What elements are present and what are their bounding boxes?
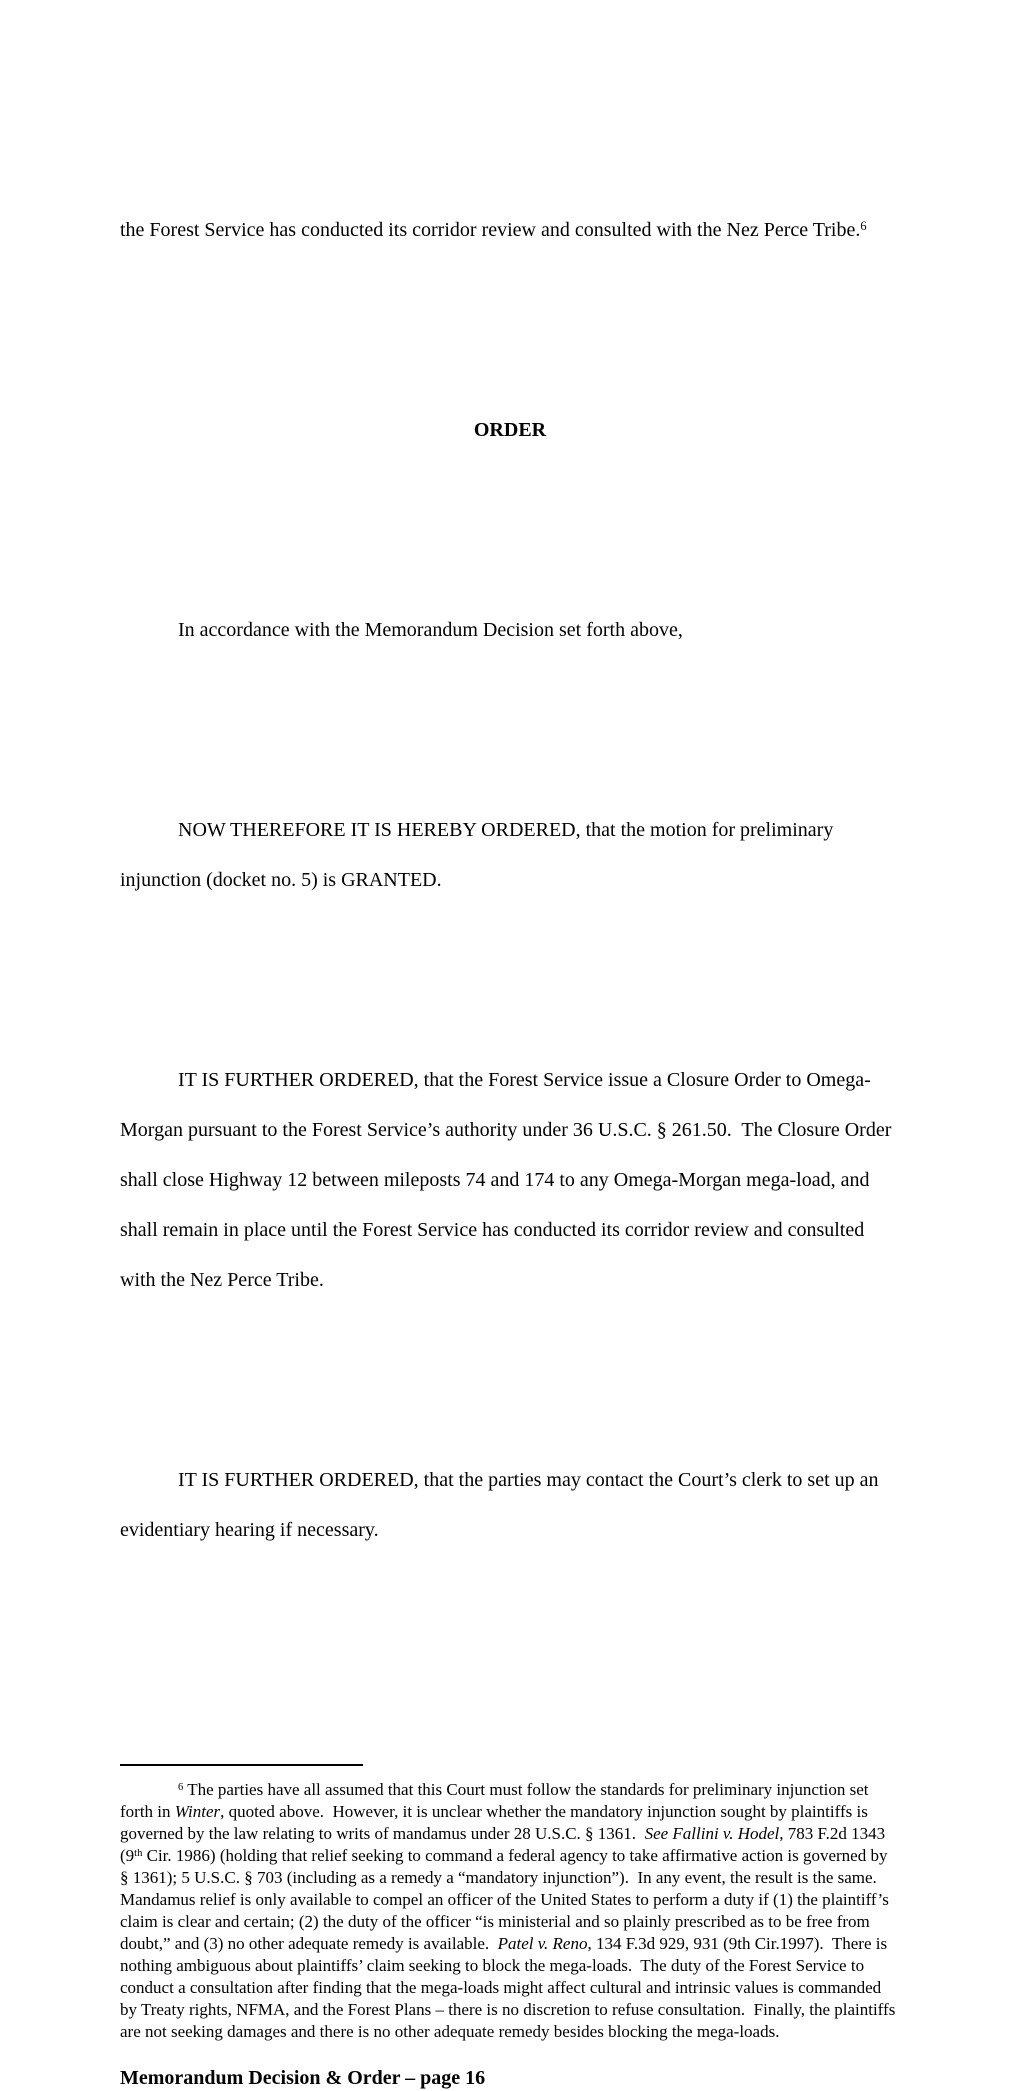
body-paragraph-closure-order [120,1055,900,1305]
text-run: NOW THEREFORE IT IS HEREBY ORDERED, that the motion for preliminary injunction (docket no. 5) is GRANTED. [120,819,839,891]
page-footer: Memorandum Decision & Order – page 16 [120,2067,486,2089]
superscript-reference: th [134,1848,143,1860]
text-run: In accordance with the Memorandum Decision set forth above, [178,619,683,641]
order-heading: ORDER [473,419,547,441]
text-run: the Forest Service has conducted its corridor review and consulted with the Nez Perce Tribe. [120,219,861,241]
text-run: IT IS FURTHER ORDERED, that the parties may contact the Court’s clerk to set up an evidentiary hearing if necessary. [120,1469,884,1541]
order-section [120,0,900,1655]
text-run: , 134 F.3d 929, 931 (9th Cir.1997). There is nothing ambiguous about plaintiffs’ claim seeking to block the mega-loads. The duty of the Forest Service to conduct a consultation after finding that the mega-loads might affect cultural and intrinsic values is commanded by Treaty rights, NFMA, and the Forest Plans – there is no discretion to refuse consultation. Finally, the plaintiffs are not seeking damages and there is no other adequate remedy besides blocking the mega-loads. [120,1934,900,2041]
superscript-reference: 6 [178,1782,184,1794]
text-run: , quoted above. However, it is unclear whether the mandatory injunction sought by plaintiffs is governed by the law relating to writs of mandamus under 28 U.S.C. § 1361. [120,1802,873,1843]
text-run: , 783 F.2d 1343 (9 [120,1824,890,1865]
superscript-reference: 6 [860,219,867,234]
body-paragraph-in-accordance [120,605,900,655]
text-run: The parties have all assumed that this Court must follow the standards for preliminary injunction set forth in [120,1780,873,1821]
body-paragraph-ordered-granted [120,805,900,905]
body-paragraph-evidentiary-hearing [120,1455,900,1555]
footnote-6 [120,1779,900,2043]
text-run: IT IS FURTHER ORDERED, that the Forest Service issue a Closure Order to Omega-Morgan pursuant to the Forest Service’s authority under 36 U.S.C. § 261.50. The Closure Order shall close Highway 12 between mileposts 74 and 174 to any Omega-Morgan mega-load, and shall remain in place until the Forest Service has conducted its corridor review and consulted with the Nez Perce Tribe. [120,1069,897,1291]
text-run: Cir. 1986) (holding that relief seeking to command a federal agency to take affirmative action is governed by § 1361); 5 U.S.C. § 703 (including as a remedy a “mandatory injunction”). In any event, the result is the same. Mandamus relief is only available to compel an officer of the United States to perform a duty if (1) the plaintiff’s claim is clear and certain; (2) the duty of the officer “is ministerial and so plainly prescribed as to be free from doubt,” and (3) no other adequate remedy is available. [120,1846,894,1953]
text-run: Patel v. Reno [497,1934,588,1953]
body-paragraph-continuation [120,205,900,255]
page-content [120,0,900,2091]
text-run: See Fallini v. Hodel [644,1824,780,1843]
footnote-separator-rule [120,1764,363,1766]
text-run: Winter [174,1802,221,1821]
